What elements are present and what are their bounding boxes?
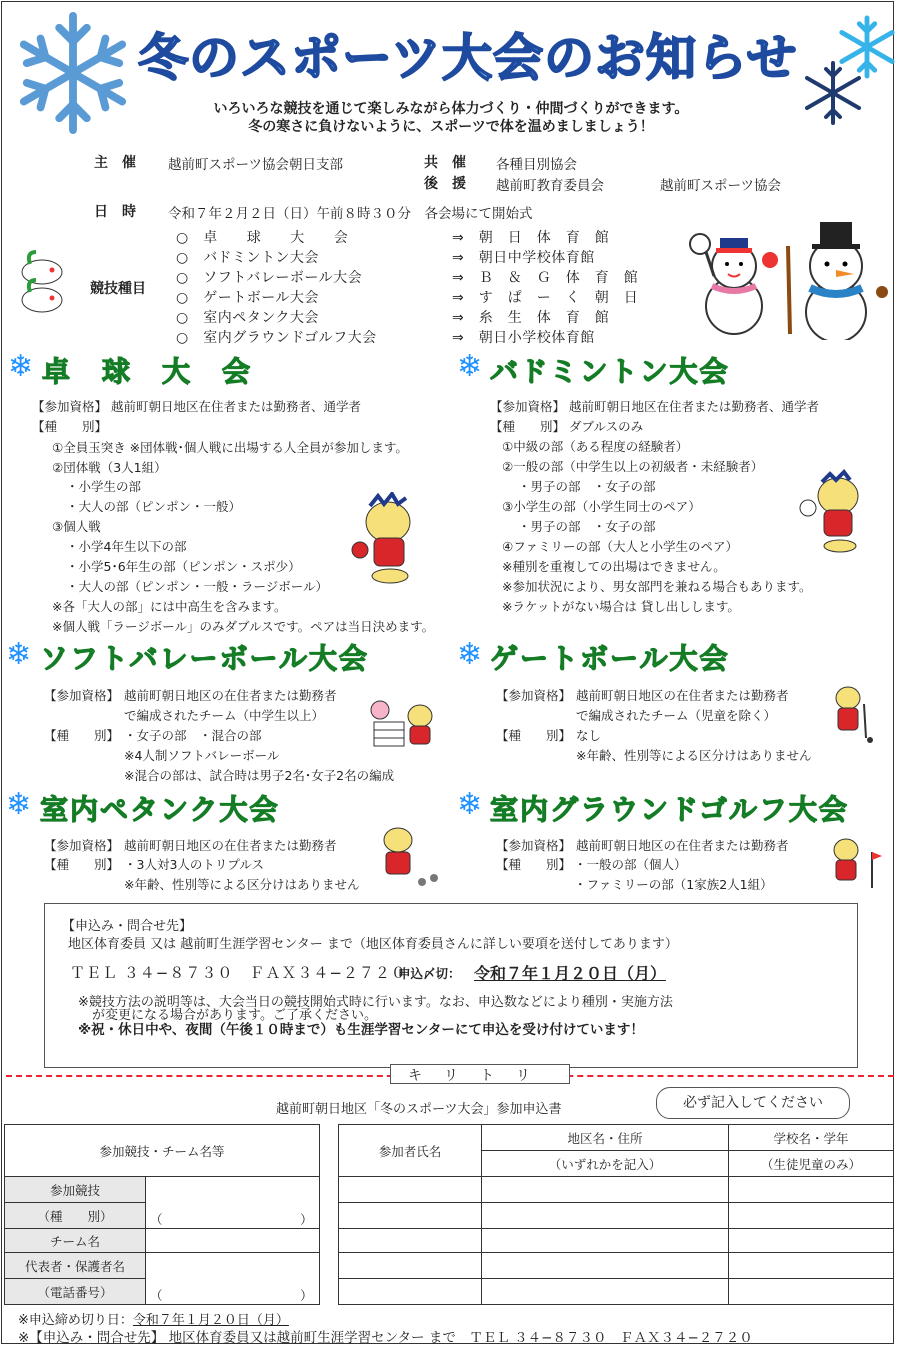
pt-line: 越前町朝日地区の在住者または勤務者	[124, 838, 337, 853]
deadline-date: 令和７年１月２０日（月）	[474, 964, 667, 983]
col-addr-2: （いずれかを記入）	[482, 1151, 729, 1177]
form-title: 越前町朝日地区「冬のスポーツ大会」参加申込書	[276, 1102, 562, 1117]
phone-label: （電話番号）	[5, 1279, 146, 1305]
footer-deadline-label: ※申込締め切り日：	[18, 1313, 133, 1328]
participant-name-input[interactable]	[339, 1279, 482, 1305]
cut-label: キリトリ	[390, 1064, 570, 1084]
form-left-table	[4, 1124, 320, 1305]
tt-line: ②団体戦（3人1組）	[52, 460, 167, 475]
event-venue: ⇒ 朝日中学校体育館	[452, 250, 595, 266]
gg-line: 越前町朝日地区の在住者または勤務者	[576, 838, 789, 853]
left-header: 参加競技・チーム名等	[5, 1125, 320, 1177]
event-name: ○ ゲートボール大会	[176, 290, 319, 306]
participant-school-input[interactable]	[729, 1279, 894, 1305]
tt-line: ・小学4年生以下の部	[66, 539, 187, 554]
section-title-petanque: 室内ペタンク大会	[40, 793, 280, 826]
pt-line: ・3人対3人のトリプルス	[124, 857, 265, 872]
snowflake-icon: ❄	[457, 787, 483, 822]
event-input[interactable]	[146, 1177, 320, 1229]
section-title-softvolley: ソフトバレーボール大会	[40, 642, 369, 675]
sv-line: ※混合の部は、試合時は男子2名･女子2名の編成	[124, 768, 395, 783]
participant-school-input[interactable]	[729, 1177, 894, 1203]
event-line	[176, 307, 610, 327]
tt-line: ・小学生の部	[66, 479, 142, 494]
sv-line: ※4人制ソフトバレーボール	[124, 748, 280, 763]
gb-label: 【参加資格】	[496, 688, 572, 703]
bd-line: 【種 別】 ダブルスのみ	[490, 419, 644, 434]
paren-open: （	[150, 1212, 163, 1227]
form-right-table	[338, 1124, 894, 1305]
participant-name-input[interactable]	[339, 1253, 482, 1279]
snowflake-icon: ❄	[457, 637, 483, 672]
section-title-gateball: ゲートボール大会	[490, 642, 730, 675]
co-label: 共 催	[424, 155, 466, 171]
event-venue: ⇒ 朝 日 体 育 館	[452, 230, 610, 246]
paren-close: ）	[300, 1288, 313, 1303]
sv-line: ・女子の部 ・混合の部	[124, 728, 262, 743]
contact-heading: 【申込み・問合せ先】	[62, 919, 193, 934]
events-label: 競技種目	[90, 281, 146, 297]
date-label: 日 時	[94, 204, 136, 220]
deadline-label: 申込〆切：	[398, 966, 461, 981]
intro-line-2: 冬の寒さに負けないように、スポーツで体を温めましましょう！	[248, 119, 654, 135]
col-name: 参加者氏名	[339, 1125, 482, 1177]
bd-line: ④ファミリーの部（大人と小学生のペア）	[502, 539, 738, 554]
section-title-groundgolf: 室内グラウンドゴルフ大会	[490, 793, 849, 826]
required-note: 必ず記入してください	[656, 1087, 850, 1119]
mascot-gateball-illustration	[826, 684, 878, 746]
participant-address-input[interactable]	[482, 1253, 729, 1279]
bd-line: ①中級の部（ある程度の経験者）	[502, 439, 689, 454]
sv-label: 【種 別】	[44, 728, 120, 743]
col-school-1: 学校名・学年	[729, 1125, 894, 1151]
gg-line: ・ファミリーの部（1家族2人1組）	[574, 877, 773, 892]
contact-note-bold: ※祝・休日中や、夜間（午後１０時まで）も生涯学習センターにて申込を受け付けています！	[78, 1022, 644, 1038]
page-title: 冬のスポーツ大会のお知らせ	[138, 29, 798, 87]
event-line	[176, 267, 639, 287]
bd-line: ②一般の部（中学生以上の初級者・未経験者）	[502, 459, 764, 474]
tt-line: ※個人戦「ラージボール」のみダブルスです。ペアは当日決めます。	[52, 619, 435, 634]
pt-label: 【種 別】	[44, 857, 120, 872]
event-line	[176, 327, 595, 347]
sv-line: で編成されたチーム（中学生以上）	[124, 708, 325, 723]
participant-school-input[interactable]	[729, 1203, 894, 1229]
snowflake-icon: ❄	[8, 349, 34, 384]
intro-line-1: いろいろな競技を通じて楽しみながら体力づくり・仲間づくりができます。	[213, 101, 689, 117]
organizer: 越前町スポーツ協会朝日支部	[168, 157, 343, 173]
gb-line: なし	[576, 728, 602, 743]
participant-address-input[interactable]	[482, 1203, 729, 1229]
bd-line: ③小学生の部（小学生同士のペア）	[502, 499, 701, 514]
event-name: ○ 室内ペタンク大会	[176, 310, 319, 326]
col-school-2: （生徒児童のみ）	[729, 1151, 894, 1177]
tt-line: ③個人戦	[52, 519, 101, 534]
event-name: ○ バドミントン大会	[176, 250, 319, 266]
event-name: ○ 卓 球 大 会	[176, 230, 349, 246]
participant-name-input[interactable]	[339, 1229, 482, 1253]
bd-line: ・男子の部 ・女子の部	[518, 479, 656, 494]
rep-input[interactable]	[146, 1253, 320, 1305]
pt-line: ※年齢、性別等による区分けはありません	[124, 877, 360, 892]
gg-label: 【種 別】	[496, 857, 572, 872]
tt-line: ①全員玉突き ※団体戦･個人戦に出場する人全員が参加します。	[52, 440, 408, 455]
organizer-label: 主 催	[94, 155, 136, 171]
gg-label: 【参加資格】	[496, 838, 572, 853]
mascot-badminton-illustration	[798, 452, 878, 556]
event-line	[176, 287, 639, 307]
contact-note: が変更になる場合があります。ご了承ください。	[92, 1008, 377, 1023]
kind-label: （種 別）	[5, 1203, 146, 1229]
participant-address-input[interactable]	[482, 1229, 729, 1253]
event-line	[176, 227, 610, 247]
tt-line: 【参加資格】 越前町朝日地区在住者または勤務者、通学者	[32, 399, 361, 414]
event-name: ○ 室内グラウンドゴルフ大会	[176, 330, 377, 346]
tt-line: ※各「大人の部」には中高生を含みます。	[52, 599, 287, 614]
sv-label: 【参加資格】	[44, 688, 120, 703]
team-input[interactable]	[146, 1229, 320, 1253]
bd-line: ※参加状況により、男女部門を兼ねる場合もあります。	[502, 579, 812, 594]
contact-line: 地区体育委員 又は 越前町生涯学習センター まで（地区体育委員さんに詳しい要項を送付してあります）	[68, 937, 678, 952]
tt-line: 【種 別】	[32, 419, 108, 434]
paren-open: （	[150, 1288, 163, 1303]
participant-address-input[interactable]	[482, 1279, 729, 1305]
participant-address-input[interactable]	[482, 1177, 729, 1203]
co-organizer: 各種目別協会	[496, 157, 577, 173]
event-label: 参加競技	[5, 1177, 146, 1203]
gb-line: で編成されたチーム（児童を除く）	[576, 708, 777, 723]
pt-label: 【参加資格】	[44, 838, 120, 853]
support-1: 越前町教育委員会	[496, 178, 604, 194]
mascot-groundgolf-illustration	[826, 836, 886, 892]
gb-line: ※年齢、性別等による区分けはありません	[576, 748, 812, 763]
participant-school-input[interactable]	[729, 1229, 894, 1253]
sv-line: 越前町朝日地区の在住者または勤務者	[124, 688, 337, 703]
tt-line: ・大人の部（ピンポン・一般・ラージボール）	[66, 579, 329, 594]
bd-line: 【参加資格】 越前町朝日地区在住者または勤務者、通学者	[490, 399, 819, 414]
gg-line: ・一般の部（個人）	[574, 857, 687, 872]
event-venue: ⇒ Ｂ ＆ Ｇ 体 育 館	[452, 270, 639, 286]
participant-name-input[interactable]	[339, 1203, 482, 1229]
gb-label: 【種 別】	[496, 728, 572, 743]
tt-line: ・大人の部（ピンポン・一般）	[66, 499, 242, 514]
snowflake-icon: ❄	[6, 637, 32, 672]
event-venue: ⇒ す ぱ ー く 朝 日	[452, 290, 639, 306]
event-name: ○ ソフトバレーボール大会	[176, 270, 363, 286]
paren-close: ）	[300, 1212, 313, 1227]
section-title-badminton: バドミントン大会	[490, 355, 730, 388]
snowmen-illustration	[686, 216, 890, 340]
section-title-tabletennis: 卓 球 大 会	[42, 355, 253, 388]
mascot-tabletennis-illustration	[346, 492, 434, 588]
footer-line-2: ※【申込み・問合せ先】 地区体育委員又は越前町生涯学習センター まで ＴＥＬ ３４−８７３０ ＦＡＸ３４−２７２０	[18, 1330, 753, 1346]
snowflake-icon: ❄	[457, 349, 483, 384]
tt-line: ・小学5･6年生の部（ピンポン・スポ少）	[66, 559, 301, 574]
mascot-volleyball-illustration	[368, 696, 438, 758]
snowflake-icon: ❄	[6, 787, 32, 822]
bd-line: ※ラケットがない場合は 貸し出しします。	[502, 599, 740, 614]
event-date: 令和７年２月２日（日）午前８時３０分 各会場にて開始式	[168, 206, 533, 222]
snow-rabbit-icon	[16, 248, 68, 318]
footer-deadline-date: 令和７年１月２０日（月）	[132, 1313, 289, 1328]
participant-name-input[interactable]	[339, 1177, 482, 1203]
contact-tel-fax: ＴＥＬ ３４−８７３０ ＦＡＸ３４−２７２０	[70, 964, 407, 982]
team-label: チーム名	[5, 1229, 146, 1253]
gb-line: 越前町朝日地区の在住者または勤務者	[576, 688, 789, 703]
support-label: 後 援	[424, 176, 466, 192]
col-addr-1: 地区名・住所	[482, 1125, 729, 1151]
mascot-petanque-illustration	[374, 824, 442, 890]
support-2: 越前町スポーツ協会	[660, 178, 781, 194]
event-venue: ⇒ 朝日小学校体育館	[452, 330, 595, 346]
participant-school-input[interactable]	[729, 1253, 894, 1279]
contact-note: ※競技方法の説明等は、大会当日の競技開始式時に行います。なお、申込数などにより種別・実施方法	[78, 995, 673, 1010]
bd-line: ※種別を重複しての出場はできません。	[502, 559, 726, 574]
bd-line: ・男子の部 ・女子の部	[518, 519, 656, 534]
event-line	[176, 247, 595, 267]
event-venue: ⇒ 糸 生 体 育 館	[452, 310, 610, 326]
rep-label: 代表者・保護者名	[5, 1253, 146, 1279]
